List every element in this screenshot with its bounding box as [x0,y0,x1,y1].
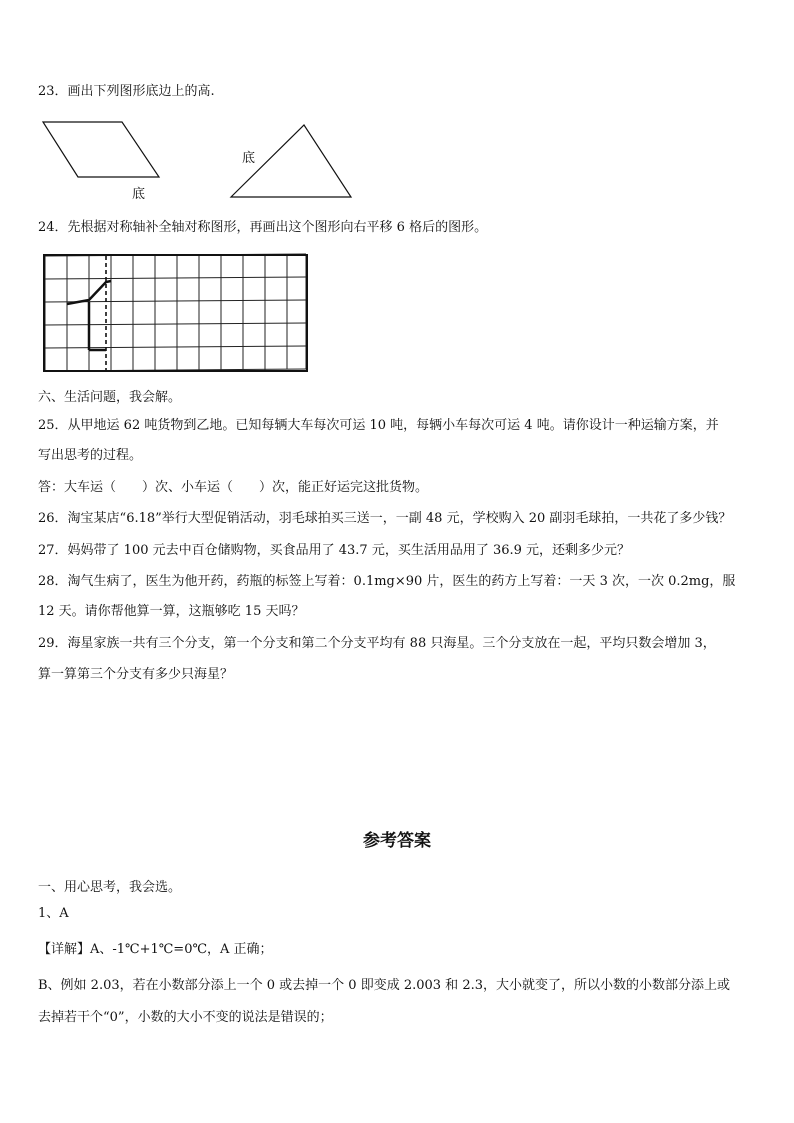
answer-item-1: 1、A [38,906,69,921]
answers-title: 参考答案 [363,831,431,851]
symmetry-grid [40,252,312,378]
answer-detail-a: 【详解】A、-1℃+1℃=0℃，A 正确； [38,942,273,957]
question-25-line1: 25．从甲地运 62 吨货物到乙地。已知每辆大车每次可运 10 吨，每辆小车每次可运 4 吨。请你设计一种运输方案，并 [38,418,719,433]
question-29-line2: 算一算第三个分支有多少只海星？ [38,667,234,682]
grid-lines [45,254,306,371]
question-25-line2: 写出思考的过程。 [38,448,143,463]
question-23: 23．画出下列图形底边上的高. [38,84,215,99]
section-6-heading: 六、生活问题，我会解。 [38,390,182,405]
answers-section-1: 一、用心思考，我会选。 [38,880,182,895]
parallelogram-shape [43,122,159,177]
parallelogram-figure [40,118,170,208]
answer-detail-b-line1: B、例如 2.03，若在小数部分添上一个 0 或去掉一个 0 即变成 2.003 和 2.3，大小就变了，所以小数的小数部分添上或 [38,978,730,993]
triangle-base-label: 底 [242,151,256,166]
answer-detail-b-line2: 去掉若干个“0”，小数的大小不变的说法是错误的； [38,1010,333,1025]
question-24: 24．先根据对称轴补全轴对称图形，再画出这个图形向右平移 6 格后的图形。 [38,220,488,235]
parallelogram-base-label: 底 [132,187,146,202]
question-28-line2: 12 天。请你帮他算一算，这瓶够吃 15 天吗？ [38,604,305,619]
question-28-line1: 28．淘气生病了，医生为他开药，药瓶的标签上写着：0.1mg×90 片，医生的药方上写着：一天 3 次，一次 0.2mg，服 [38,574,736,589]
question-29-line1: 29．海星家族一共有三个分支，第一个分支和第二个分支平均有 88 只海星。三个分支放在一起，平均只数会增加 3， [38,636,716,651]
question-26: 26．淘宝某店“6.18”举行大型促销活动，羽毛球拍买三送一，一副 48 元，学校购入 20 副羽毛球拍，一共花了多少钱？ [38,511,732,526]
question-27: 27．妈妈带了 100 元去中百仓储购物，买食品用了 43.7 元，买生活用品用了 36.9 元，还剩多少元？ [38,543,631,558]
question-25-answer: 答：大车运（ ）次、小车运（ ）次，能正好运完这批货物。 [38,480,429,495]
triangle-figure [225,120,360,202]
grid-border [44,255,307,371]
